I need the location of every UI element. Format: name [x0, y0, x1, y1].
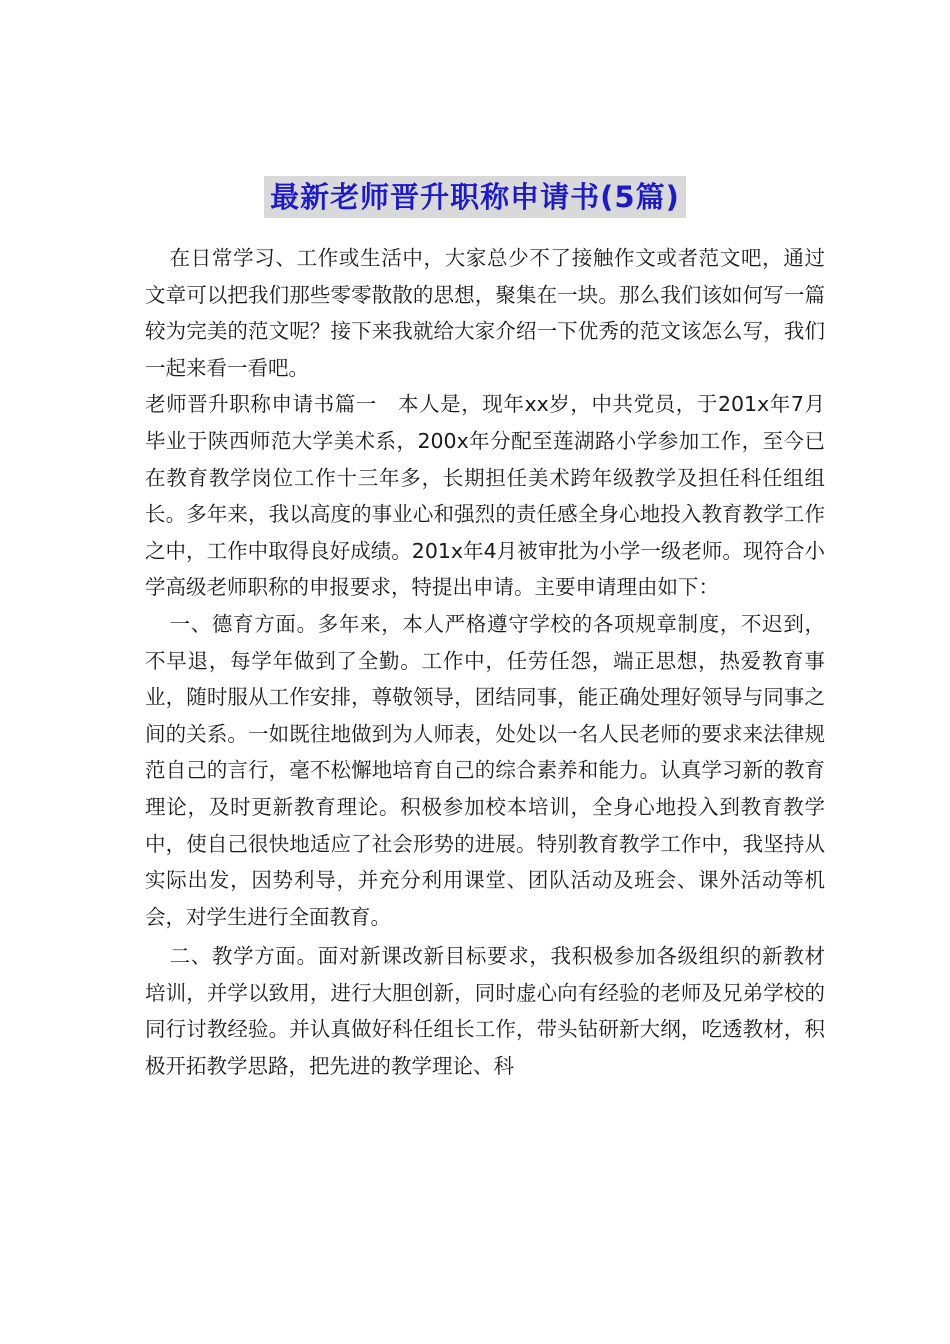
intro-paragraph: 在日常学习、工作或生活中，大家总少不了接触作文或者范文吧，通过文章可以把我们那些零零散散的思想，聚集在一块。那么我们该如何写一篇较为完美的范文呢？接下来我就给大家介绍一下优秀的范文该怎么写，我们一起来看一看吧。 [145, 246, 825, 380]
application-paragraph: 老师晋升职称申请书篇一 本人是，现年xx岁，中共党员，于201x年7月毕业于陕西师范大学美术系，200x年分配至莲湖路小学参加工作，至今已在教育教学岗位工作十三年多，长期担任美术跨年级教学及担任科任组组长。多年来，我以高度的事业心和强烈的责任感全身心地投入教育教学工作之中，工作中取得良好成绩。201x年4月被审批为小学一级老师。现符合小学高级老师职称的申报要求，特提出申请。主要申请理由如下： [145, 392, 825, 600]
moral-education-paragraph: 一、德育方面。多年来，本人严格遵守学校的各项规章制度，不迟到，不早退，每学年做到了全勤。工作中，任劳任怨，端正思想，热爱教育事业，随时服从工作安排，尊敬领导，团结同事，能正确处理好领导与同事之间的关系。一如既往地做到为人师表，处处以一名人民老师的要求来法律规范自己的言行，毫不松懈地培育自己的综合素养和能力。认真学习新的教育理论，及时更新教育理论。积极参加校本培训，全身心地投入到教育教学中，使自己很快地适应了社会形势的进展。特别教育教学工作中，我坚持从实际出发，因势利导，并充分利用课堂、团队活动及班会、课外活动等机会，对学生进行全面教育。 [145, 611, 825, 929]
teaching-paragraph: 二、教学方面。面对新课改新目标要求，我积极参加各级组织的新教材培训，并学以致用，进行大胆创新，同时虚心向有经验的老师及兄弟学校的同行讨教经验。并认真做好科任组长工作，带头钻研新大纲，吃透教材，积极开拓教学思路，把先进的教学理论、科 [145, 944, 825, 1079]
document-title: 最新老师晋升职称申请书(5篇) [264, 176, 686, 218]
title-container [0, 176, 950, 218]
document-body [145, 240, 825, 1085]
